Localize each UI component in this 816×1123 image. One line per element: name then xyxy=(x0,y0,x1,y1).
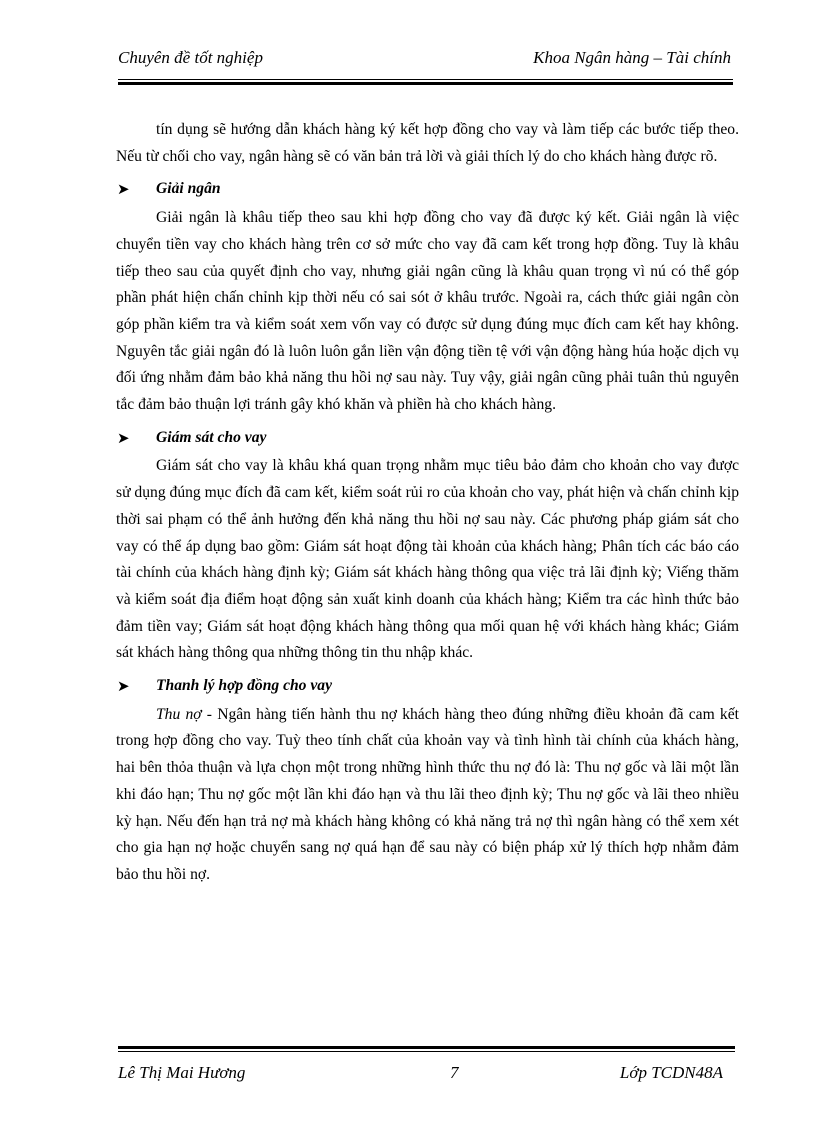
footer-divider-thin xyxy=(118,1051,735,1052)
page-footer xyxy=(118,1061,735,1089)
header-divider-thin xyxy=(118,79,733,80)
page-header xyxy=(118,46,733,78)
section-paragraph-thanh-ly xyxy=(116,702,739,889)
section-heading-thanh-ly xyxy=(116,673,739,700)
footer-divider-thick xyxy=(118,1046,735,1049)
header-divider-thick xyxy=(118,82,733,85)
header-title-left: Chuyên đề tốt nghiệp xyxy=(118,48,263,67)
section-title: Thanh lý hợp đồng cho vay xyxy=(156,677,333,695)
section-paragraph-giai-ngan: Giải ngân là khâu tiếp theo sau khi hợp đồng cho vay đã được ký kết. Giải ngân là việc chuyển tiền vay cho khách hàng trên cơ sở mức cho vay đã cam kết trong hợp đồng. Tuy là khâu tiếp theo sau của quyết định cho vay, nhưng giải ngân cũng là khâu quan trọng vì nú có thể góp phần phát hiện chấn chỉnh kịp thời nếu có sai sót ở khâu trước. Ngoài ra, cách thức giải ngân còn góp phần kiểm tra và kiểm soát xem vốn vay có được sử dụng đúng mục đích cam kết hay không. Nguyên tắc giải ngân đó là luôn luôn gắn liền vận động tiền tệ với vận động hàng húa hoặc dịch vụ đối ứng nhằm đảm bảo khả năng thu hồi nợ sau này. Tuy vậy, giải ngân cũng phải tuân thủ nguyên tắc đảm bảo thuận lợi tránh gây khó khăn và phiền hà cho khách hàng. xyxy=(116,209,739,414)
arrow-bullet-icon: ➤ xyxy=(117,677,130,696)
section-heading-giam-sat xyxy=(116,425,739,452)
arrow-bullet-icon: ➤ xyxy=(117,180,130,199)
section-title: Giám sát cho vay xyxy=(156,428,267,446)
page-number: 7 xyxy=(450,1063,459,1082)
header-title-right: Khoa Ngân hàng – Tài chính xyxy=(533,48,731,67)
paragraph-body: - Ngân hàng tiến hành thu nợ khách hàng theo đúng những điều khoản đã cam kết trong hợp đồng cho vay. Tuỳ theo tính chất của khoản vay và tình hình tài chính của khách hàng, hai bên thỏa thuận và lựa chọn một trong những hình thức thu nợ đó là: Thu nợ gốc và lãi một lần khi đáo hạn; Thu nợ gốc một lần khi đáo hạn và thu lãi theo định kỳ; Thu nợ gốc và lãi theo nhiều kỳ hạn. Nếu đến hạn trả nợ mà khách hàng không có khả năng trả nợ thì ngân hàng có thể xem xét cho gia hạn nợ hoặc chuyển sang nợ quá hạn để sau này có biện pháp xử lý thích hợp nhằm đảm bảo thu hồi nợ. xyxy=(116,705,739,883)
body-content xyxy=(116,117,739,889)
footer-author: Lê Thị Mai Hương xyxy=(118,1063,246,1082)
section-paragraph-giam-sat: Giám sát cho vay là khâu khá quan trọng nhằm mục tiêu bảo đảm cho khoản cho vay được sử dụng đúng mục đích đã cam kết, kiểm soát rủi ro của khoản cho vay, phát hiện và chấn chỉnh kịp thời sai phạm có thể ảnh hưởng đến khả năng thu hồi nợ sau này. Các phương pháp giám sát cho vay có thể áp dụng bao gồm: Giám sát hoạt động tài khoản của khách hàng; Phân tích các báo cáo tài chính của khách hàng định kỳ; Giám sát khách hàng thông qua việc trả lãi định kỳ; Viếng thăm và kiểm soát địa điểm hoạt động sản xuất kinh doanh của khách hàng; Kiểm tra các hình thức bảo đảm tiền vay; Giám sát hoạt động khách hàng thông qua mối quan hệ với khách hàng khác; Giám sát khách hàng thông qua những thông tin thu nhập khác. xyxy=(116,457,739,662)
paragraph-lead-term: Thu nợ xyxy=(156,705,202,723)
section-title: Giải ngân xyxy=(156,180,221,198)
section-heading-giai-ngan xyxy=(116,176,739,203)
arrow-bullet-icon: ➤ xyxy=(117,428,130,447)
intro-paragraph: tín dụng sẽ hướng dẫn khách hàng ký kết hợp đồng cho vay và làm tiếp các bước tiếp theo. Nếu từ chối cho vay, ngân hàng sẽ có văn bản trả lời và giải thích lý do cho khách hàng được rõ. xyxy=(116,121,739,165)
footer-class: Lớp TCDN48A xyxy=(619,1063,723,1082)
